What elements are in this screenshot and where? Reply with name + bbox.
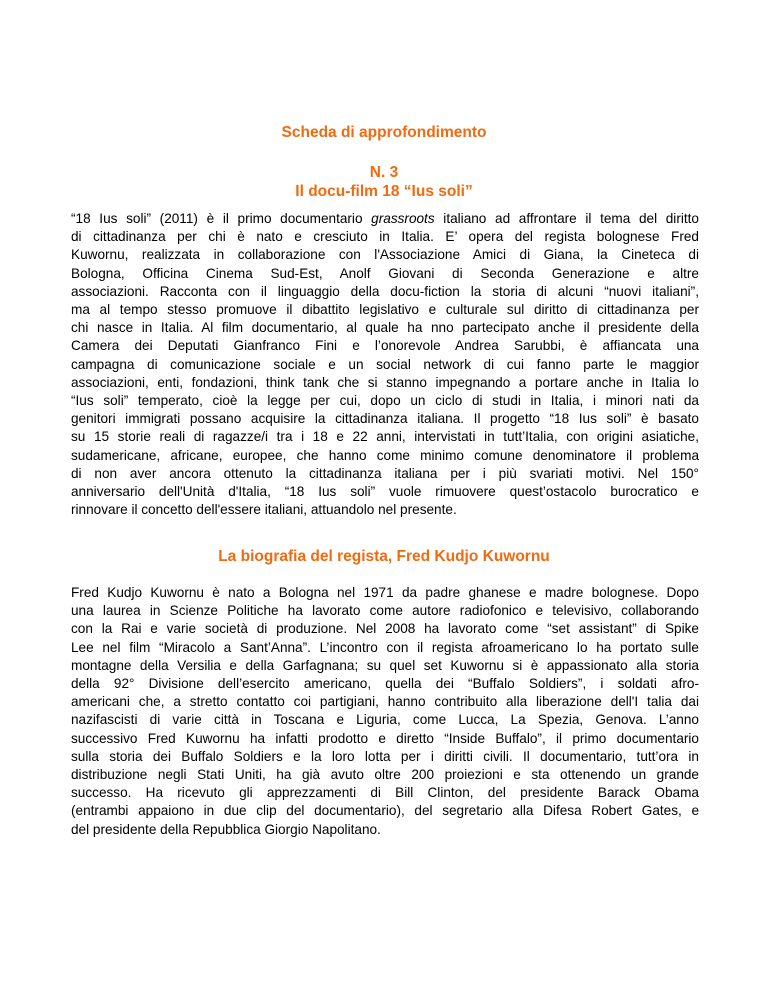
paragraph-line: con la Rai e varie società di produzione. Nel 2008 ha lavorato come “set assistant” di Spike [71, 621, 699, 637]
text-run: italiano ad affrontare il tema del diritto [434, 211, 699, 226]
paragraph-line: Kuwornu, realizzata in collaborazione con l'Associazione Amici di Giana, la Cineteca di [71, 247, 699, 263]
paragraph-line: successo. Ha ricevuto gli apprezzamenti di Bill Clinton, del presidente Barack Obama [71, 785, 699, 801]
text-run: “18 Ius soli” (2011) è il primo documentario [71, 211, 372, 226]
paragraph-line: Lee nel film “Miracolo a Sant’Anna”. L’incontro con il regista afroamericano lo ha portato sulle [71, 639, 699, 655]
paragraph-line: una laurea in Scienze Politiche ha lavorato come autore radiofonico e televisivo, collaborando [71, 603, 699, 619]
paragraph-line: di cittadinanza per chi è nato e cresciuto in Italia. E’ opera del regista bolognese Fred [71, 229, 699, 245]
section-2-paragraph [71, 584, 699, 839]
paragraph-line: Bologna, Officina Cinema Sud-Est, Anolf Giovani di Seconda Generazione e altre [71, 265, 699, 281]
paragraph-line: montagne della Versilia e della Garfagnana; su quel set Kuwornu si è appassionato alla storia [71, 657, 699, 673]
paragraph-line: associazioni. Racconta con il linguaggio della docu-fiction la storia di alcuni “nuovi italiani”, [71, 283, 699, 299]
document-subtitle: Il docu-film 18 “Ius soli” [295, 183, 473, 200]
italic-term: grassroots [371, 211, 435, 226]
paragraph-line: americani che, a stretto contatto coi partigiani, hanno contribuito alla liberazione dell'I talia dai [71, 694, 699, 710]
paragraph-line: ma al tempo stesso promuove il dibattito legislativo e culturale sul diritto di cittadinanza per [71, 302, 699, 318]
paragraph-line: genitori immigrati possano acquisire la cittadinanza italiana. Il progetto “18 Ius soli” è basato [71, 411, 699, 427]
paragraph-line: “Ius soli” temperato, cioè la legge per cui, dopo un ciclo di studi in Italia, i minori nati da [71, 393, 699, 409]
paragraph-line: sulla storia dei Buffalo Soldiers e la loro lotta per i diritti civili. Il documentario, tutt’ora in [71, 748, 699, 764]
paragraph-line: di non aver ancora ottenuto la cittadinanza italiana per i più svariati motivi. Nel 150° [71, 465, 699, 481]
paragraph-line: rinnovare il concetto dell'essere italiani, attuandolo nel presente. [71, 502, 457, 518]
paragraph-line: della 92° Divisione dell’esercito americano, quella dei “Buffalo Soldiers”, i soldati afro- [71, 676, 699, 692]
document-number: N. 3 [369, 164, 399, 181]
paragraph-line [71, 210, 699, 228]
paragraph-line: nazifascisti di varie città in Toscana e Liguria, come Lucca, La Spezia, Genova. L’anno [71, 712, 699, 728]
paragraph-line: (entrambi appaiono in due clip del documentario), del segretario alla Difesa Robert Gates, e [71, 803, 699, 819]
section-2-title: La biografia del regista, Fred Kudjo Kuwornu [218, 548, 550, 565]
paragraph-line: Fred Kudjo Kuwornu è nato a Bologna nel 1971 da padre ghanese e madre bolognese. Dopo [71, 585, 699, 600]
section-1-paragraph [71, 210, 699, 519]
paragraph-line: sudamericane, africane, europee, che hanno come minimo comune denominatore il problema [71, 447, 699, 463]
paragraph-line: anniversario dell'Unità d'Italia, “18 Ius soli” vuole rimuovere quest’ostacolo burocratico e [71, 484, 699, 500]
paragraph-line: successivo Fred Kuwornu ha infatti prodotto e diretto “Inside Buffalo”, il primo documentario [71, 730, 699, 746]
page-title: Scheda di approfondimento [281, 124, 487, 141]
paragraph-line: Camera dei Deputati Gianfranco Fini e l’onorevole Andrea Sarubbi, è affiancata una [71, 338, 699, 354]
paragraph-line: associazioni, enti, fondazioni, think tank che si stanno impegnando a portare anche in Italia lo [71, 374, 699, 390]
paragraph-line: campagna di comunicazione sociale e un social network di cui fanno parte le maggior [71, 356, 699, 372]
paragraph-line: del presidente della Repubblica Giorgio Napolitano. [71, 821, 381, 837]
paragraph-line: chi nasce in Italia. Al film documentario, al quale ha nno partecipato anche il presidente della [71, 320, 699, 336]
paragraph-line: distribuzione negli Stati Uniti, ha già avuto oltre 200 proiezioni e sta ottenendo un grande [71, 767, 699, 783]
paragraph-line: su 15 storie reali di ragazze/i tra i 18 e 22 anni, intervistati in tutt’Italia, con origini asiatiche, [71, 429, 699, 445]
